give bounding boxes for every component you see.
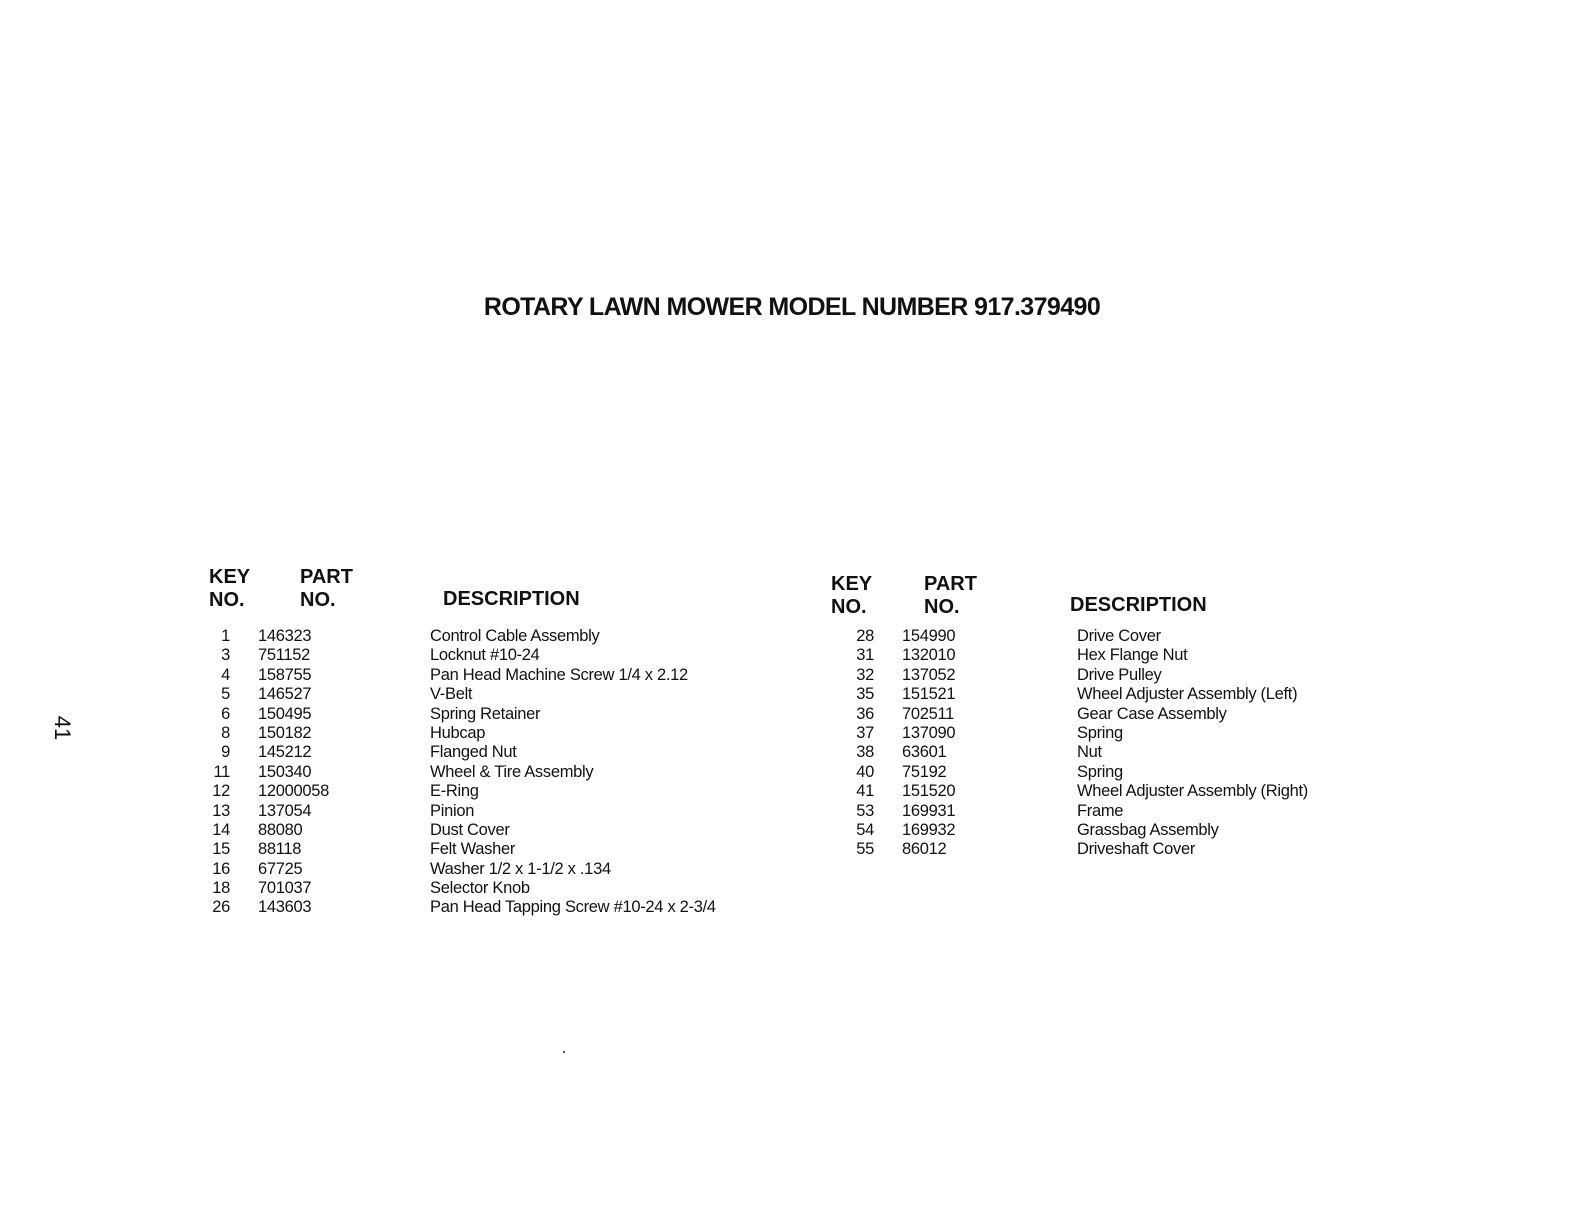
part-description: Spring <box>1077 723 1123 742</box>
part-description: Spring Retainer <box>430 704 541 723</box>
part-description: Drive Cover <box>1077 627 1161 645</box>
part-number: 145212 <box>258 743 312 762</box>
parts-row <box>842 743 1482 762</box>
right-parts-list <box>842 627 1482 860</box>
part-number: 132010 <box>902 646 956 665</box>
part-number: 63601 <box>902 743 947 762</box>
right-part-header <box>924 573 977 619</box>
part-description: E-Ring <box>430 782 479 801</box>
parts-row <box>198 782 818 801</box>
part-number: 751152 <box>258 646 311 665</box>
part-description: Pinion <box>430 801 475 820</box>
part-number: 12000058 <box>258 782 330 801</box>
parts-row <box>198 898 818 917</box>
key-number: 4 <box>221 665 230 684</box>
part-description: Gear Case Assembly <box>1077 704 1227 723</box>
key-number: 32 <box>856 665 874 684</box>
part-description: Locknut #10-24 <box>430 646 540 665</box>
left-key-header-line2: NO. <box>209 589 245 611</box>
part-number: 67725 <box>258 859 303 878</box>
part-description: Nut <box>1077 743 1102 762</box>
part-description: Flanged Nut <box>430 743 517 762</box>
part-number: 151521 <box>902 685 956 704</box>
parts-row <box>842 705 1482 724</box>
part-description: Dust Cover <box>430 820 510 839</box>
key-number: 12 <box>212 782 230 801</box>
parts-row <box>198 879 818 898</box>
parts-row <box>842 840 1482 859</box>
left-part-header-line2: NO. <box>300 589 336 611</box>
key-number: 1 <box>221 627 230 645</box>
part-description: Driveshaft Cover <box>1077 840 1196 859</box>
key-number: 18 <box>212 879 230 898</box>
part-description: Pan Head Machine Screw 1/4 x 2.12 <box>430 665 688 684</box>
right-key-header-line2: NO. <box>831 596 867 618</box>
parts-row <box>198 802 818 821</box>
right-description-header: DESCRIPTION <box>1070 594 1207 616</box>
key-number: 15 <box>212 840 230 859</box>
part-description: Control Cable Assembly <box>430 627 600 645</box>
key-number: 38 <box>856 743 874 762</box>
parts-row <box>198 840 818 859</box>
key-number: 41 <box>856 782 874 801</box>
key-number: 53 <box>856 801 874 820</box>
part-description: Drive Pulley <box>1077 665 1162 684</box>
part-number: 146527 <box>258 685 312 704</box>
key-number: 13 <box>212 801 230 820</box>
parts-row <box>198 763 818 782</box>
key-number: 54 <box>856 820 874 839</box>
parts-row <box>842 782 1482 801</box>
key-number: 11 <box>213 762 230 781</box>
key-number: 55 <box>856 840 874 859</box>
parts-row <box>842 802 1482 821</box>
part-number: 88118 <box>258 840 302 859</box>
key-number: 37 <box>856 723 874 742</box>
left-parts-list <box>198 627 818 918</box>
part-description: Felt Washer <box>430 840 516 859</box>
key-number: 8 <box>221 723 230 742</box>
key-number: 5 <box>221 685 230 704</box>
part-number: 701037 <box>258 879 312 898</box>
part-description: Washer 1/2 x 1-1/2 x .134 <box>430 859 611 878</box>
parts-row <box>198 724 818 743</box>
part-description: Wheel Adjuster Assembly (Right) <box>1077 782 1308 801</box>
parts-row <box>198 666 818 685</box>
key-number: 9 <box>221 743 230 762</box>
part-description: Hubcap <box>430 723 486 742</box>
part-number: 154990 <box>902 627 956 645</box>
parts-row <box>842 763 1482 782</box>
key-number: 28 <box>856 627 874 645</box>
parts-row <box>198 627 818 646</box>
parts-row <box>198 743 818 762</box>
part-number: 169931 <box>902 801 956 820</box>
part-description: Wheel & Tire Assembly <box>430 762 594 781</box>
parts-row <box>842 666 1482 685</box>
parts-row <box>842 646 1482 665</box>
parts-row <box>198 860 818 879</box>
part-description: Grassbag Assembly <box>1077 820 1219 839</box>
left-part-header-line1: PART <box>300 566 353 588</box>
part-number: 151520 <box>902 782 956 801</box>
part-number: 702511 <box>902 704 955 723</box>
page-title: ROTARY LAWN MOWER MODEL NUMBER 917.379490 <box>483 293 1101 321</box>
part-description: Spring <box>1077 762 1123 781</box>
scan-speck <box>563 1051 565 1053</box>
key-number: 6 <box>221 704 230 723</box>
parts-row <box>842 821 1482 840</box>
key-number: 36 <box>856 704 874 723</box>
part-description: Pan Head Tapping Screw #10-24 x 2-3/4 <box>430 898 716 917</box>
part-number: 88080 <box>258 820 303 839</box>
left-key-header-line1: KEY <box>209 566 251 588</box>
key-number: 31 <box>856 646 874 665</box>
right-key-header <box>831 573 872 619</box>
part-description: Frame <box>1077 801 1124 820</box>
part-number: 158755 <box>258 665 312 684</box>
part-description: Selector Knob <box>430 879 530 898</box>
part-description: Hex Flange Nut <box>1077 646 1188 665</box>
key-number: 16 <box>212 859 230 878</box>
left-description-header: DESCRIPTION <box>443 588 580 610</box>
key-number: 26 <box>212 898 230 917</box>
parts-row <box>842 627 1482 646</box>
part-description: V-Belt <box>430 685 473 704</box>
right-key-header-line1: KEY <box>831 573 873 595</box>
left-part-header <box>300 566 353 612</box>
page-number: 41 <box>50 715 75 741</box>
part-number: 137054 <box>258 801 312 820</box>
parts-row <box>198 705 818 724</box>
part-number: 137090 <box>902 723 956 742</box>
right-part-header-line2: NO. <box>924 596 960 618</box>
parts-row <box>198 821 818 840</box>
parts-row <box>198 646 818 665</box>
part-number: 150182 <box>258 723 312 742</box>
parts-row <box>842 724 1482 743</box>
right-part-header-line1: PART <box>924 573 977 595</box>
part-number: 86012 <box>902 840 947 859</box>
part-number: 150495 <box>258 704 312 723</box>
parts-row <box>198 685 818 704</box>
key-number: 35 <box>856 685 874 704</box>
key-number: 14 <box>212 820 230 839</box>
parts-row <box>842 685 1482 704</box>
part-number: 137052 <box>902 665 956 684</box>
part-number: 146323 <box>258 627 312 645</box>
key-number: 40 <box>856 762 874 781</box>
part-number: 150340 <box>258 762 312 781</box>
part-description: Wheel Adjuster Assembly (Left) <box>1077 685 1298 704</box>
key-number: 3 <box>221 646 230 665</box>
part-number: 143603 <box>258 898 312 917</box>
part-number: 169932 <box>902 820 956 839</box>
part-number: 75192 <box>902 762 947 781</box>
left-key-header <box>209 566 250 612</box>
